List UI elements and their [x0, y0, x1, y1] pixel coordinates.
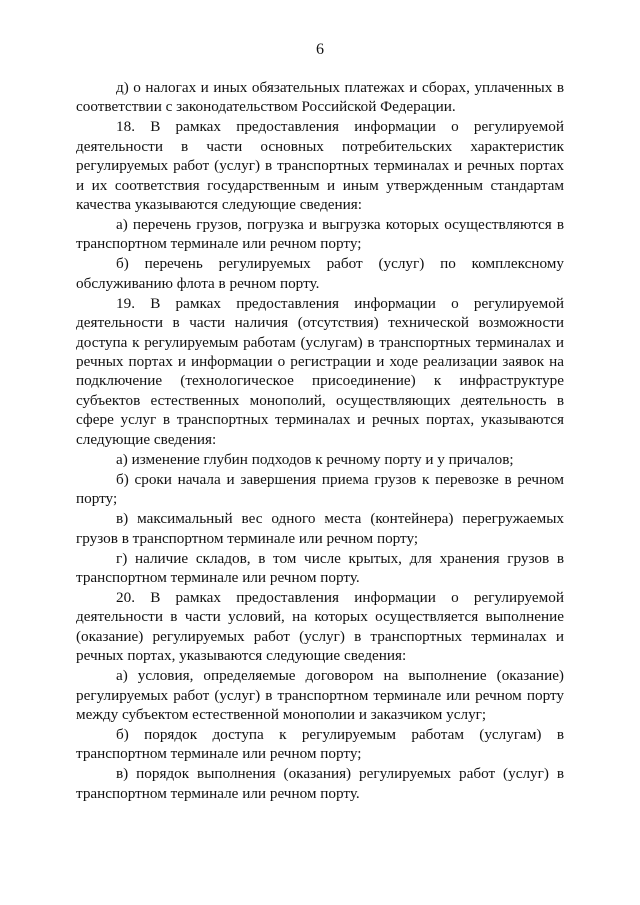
paragraph-19-v: в) максимальный вес одного места (контейнера) перегружаемых грузов в транспортном терминале или речном порту;	[76, 510, 564, 547]
document-body	[76, 78, 564, 803]
paragraph-19-b: б) сроки начала и завершения приема грузов к перевозке в речном порту;	[76, 470, 564, 508]
paragraph-19-a: а) изменение глубин подходов к речному порту и у причалов;	[116, 450, 514, 468]
paragraph-20: 20. В рамках предоставления информации о регулируемой деятельности в части условий, на которых осуществляется выполнение (оказание) регулируемых работ (услуг) в транспортных терминалах и речных портах, указываются следующие сведения:	[76, 588, 564, 665]
paragraph-20-v: в) порядок выполнения (оказания) регулируемых работ (услуг) в транспортном терминале или речном порту.	[76, 765, 564, 802]
paragraph-18-a: а) перечень грузов, погрузка и выгрузка которых осуществляются в транспортном терминале или речном порту;	[76, 216, 564, 253]
page-number: 6	[316, 41, 324, 58]
paragraph-19: 19. В рамках предоставления информации о регулируемой деятельности в части наличия (отсутствия) технической возможности доступа к регулируемым работам (услугам) в транспортных терминалах и речных портах и информации о регистрации и ходе реализации заявок на подключение (технологическое присоединение) к инфраструктуре субъектов естественных монополий, осуществляющих деятельность в сфере услуг в транспортных терминалах и речных портах, указываются следующие сведения:	[76, 294, 564, 448]
paragraph-20-b: б) порядок доступа к регулируемым работам (услугам) в транспортном терминале или речном порту;	[76, 725, 564, 763]
paragraph-18-b: б) перечень регулируемых работ (услуг) по комплексному обслуживанию флота в речном порту.	[76, 255, 564, 292]
paragraph-18: 18. В рамках предоставления информации о регулируемой деятельности в части основных потребительских характеристик регулируемых работ (услуг) в транспортных терминалах и речных портах и их соответствия государственным и иным утвержденным стандартам качества указываются следующие сведения:	[76, 118, 564, 214]
paragraph-d-taxes: д) о налогах и иных обязательных платежах и сборах, уплаченных в соответствии с законодательством Российской Федерации.	[76, 79, 564, 116]
paragraph-20-a: а) условия, определяемые договором на выполнение (оказание) регулируемых работ (услуг) в транспортном терминале или речном порту между субъектом естественной монополии и заказчиком услуг;	[76, 667, 564, 723]
paragraph-19-g: г) наличие складов, в том числе крытых, для хранения грузов в транспортном терминале или речном порту.	[76, 549, 564, 586]
